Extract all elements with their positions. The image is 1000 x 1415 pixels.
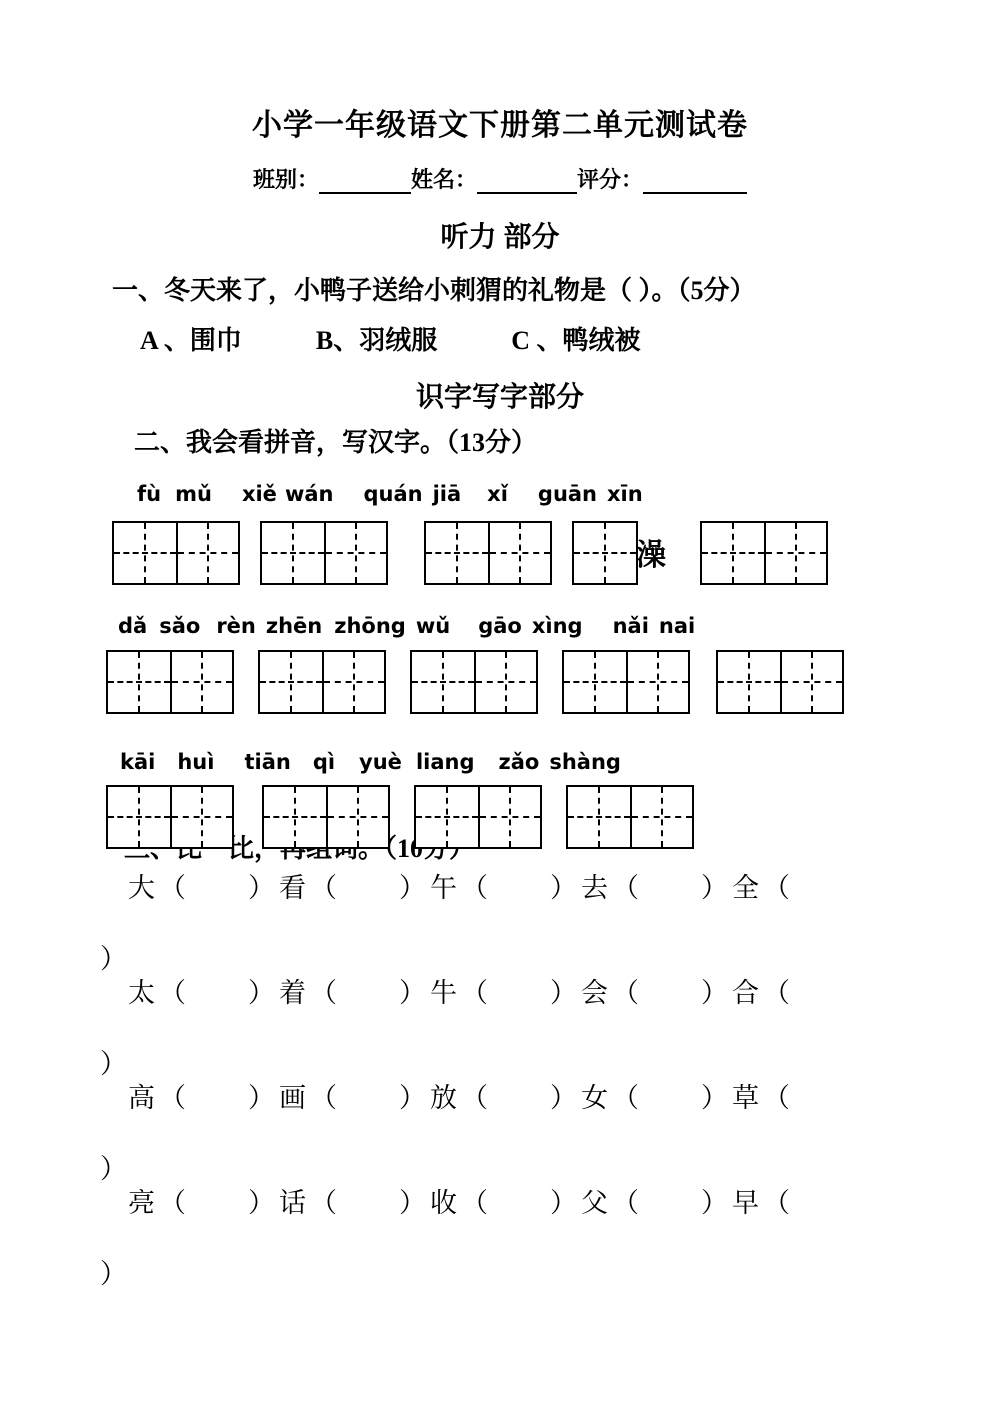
prompt-character: 早 xyxy=(732,1188,759,1218)
pinyin-syllable: zhōng xyxy=(334,614,406,638)
char-answer-pair xyxy=(732,875,852,902)
prompt-character: 话 xyxy=(279,1188,306,1218)
char-answer-pair xyxy=(430,980,577,1007)
char-answer-pair xyxy=(128,1190,275,1217)
paren-open: （ xyxy=(612,1083,639,1113)
prompt-character: 牛 xyxy=(430,978,457,1008)
char-answer-pair xyxy=(430,875,577,902)
paren-close: ） xyxy=(248,873,275,903)
paren-open: （ xyxy=(763,873,790,903)
prompt-character: 太 xyxy=(128,978,155,1008)
writing-grid-box[interactable] xyxy=(716,650,844,714)
writing-grid-box[interactable] xyxy=(112,521,240,585)
paren-open: （ xyxy=(763,1188,790,1218)
prompt-character: 全 xyxy=(732,873,759,903)
writing-grid-cell[interactable] xyxy=(478,787,540,847)
char-answer-pair xyxy=(732,1085,852,1112)
char-answer-pair xyxy=(430,1190,577,1217)
printed-character: 澡 xyxy=(636,538,666,573)
option-b-key: B、 xyxy=(315,326,360,355)
compare-words-row xyxy=(100,1083,968,1184)
paren-close-wrapped: ） xyxy=(100,1154,127,1184)
char-answer-pair xyxy=(732,1190,852,1217)
pinyin-syllable: xìng xyxy=(531,614,583,638)
writing-grid-cell[interactable] xyxy=(324,523,386,583)
paren-close: ） xyxy=(550,978,577,1008)
char-answer-pair xyxy=(128,980,275,1007)
writing-grid-cell[interactable] xyxy=(780,652,842,712)
pinyin-syllable: shàng xyxy=(549,750,621,774)
prompt-character: 午 xyxy=(430,873,457,903)
prompt-character: 父 xyxy=(581,1188,608,1218)
score-label: 评分： xyxy=(577,167,644,192)
pinyin-syllable: tiān xyxy=(244,750,291,774)
writing-grid-cell[interactable] xyxy=(326,787,388,847)
writing-grid-box[interactable] xyxy=(106,785,234,849)
prompt-character: 会 xyxy=(581,978,608,1008)
paren-open: （ xyxy=(159,1083,186,1113)
option-c-key: C 、 xyxy=(511,326,563,355)
prompt-character: 合 xyxy=(732,978,759,1008)
pinyin-syllable: jiā xyxy=(432,482,462,506)
paren-open: （ xyxy=(612,1188,639,1218)
class-blank[interactable] xyxy=(319,192,411,194)
paren-close: ） xyxy=(248,978,275,1008)
pinyin-syllable: gāo xyxy=(478,614,522,638)
prompt-character: 草 xyxy=(732,1083,759,1113)
writing-grid-cell[interactable] xyxy=(170,787,232,847)
paren-close: ） xyxy=(399,873,426,903)
pinyin-syllable: rèn xyxy=(216,614,256,638)
prompt-character: 大 xyxy=(128,873,155,903)
pinyin-syllable: fù xyxy=(137,482,162,506)
paren-close-wrapped: ） xyxy=(100,944,127,974)
pinyin-syllable: guān xyxy=(537,482,598,506)
paren-close: ） xyxy=(399,1083,426,1113)
char-answer-pair xyxy=(279,1085,426,1112)
pinyin-syllable: zǎo xyxy=(498,750,540,774)
writing-grid-box[interactable] xyxy=(566,785,694,849)
pinyin-syllable: xīn xyxy=(607,482,643,506)
pinyin-syllable: huì xyxy=(177,750,215,774)
writing-grid-box[interactable] xyxy=(106,650,234,714)
option-b-text: 羽绒服 xyxy=(359,326,438,355)
paren-open: （ xyxy=(159,978,186,1008)
char-answer-pair xyxy=(732,980,852,1007)
writing-grid-cell[interactable] xyxy=(262,523,324,583)
char-answer-pair xyxy=(581,1085,728,1112)
question-1-options xyxy=(140,320,641,357)
writing-grid-box[interactable] xyxy=(260,521,388,585)
paren-close-wrapped: ） xyxy=(100,1259,127,1289)
writing-grid-cell[interactable] xyxy=(264,787,326,847)
char-answer-pair xyxy=(279,1190,426,1217)
pinyin-syllable: nai xyxy=(658,614,696,638)
prompt-character: 收 xyxy=(430,1188,457,1218)
section-heading-listening: 听力 部分 xyxy=(440,222,560,253)
page-title: 小学一年级语文下册第二单元测试卷 xyxy=(252,109,748,142)
writing-grid-box[interactable] xyxy=(424,521,552,585)
prompt-character: 画 xyxy=(279,1083,306,1113)
pinyin-syllable: zhēn xyxy=(265,614,323,638)
option-c-text: 鸭绒被 xyxy=(562,326,641,355)
pinyin-syllable: kāi xyxy=(120,750,156,774)
writing-grid-box[interactable] xyxy=(562,650,690,714)
compare-words-row xyxy=(100,978,968,1079)
char-answer-pair xyxy=(128,875,275,902)
paren-open: （ xyxy=(310,1188,337,1218)
writing-grid-cell[interactable] xyxy=(322,652,384,712)
paren-close: ） xyxy=(399,1188,426,1218)
paren-open: （ xyxy=(461,978,488,1008)
char-answer-pair xyxy=(430,1085,577,1112)
paren-open: （ xyxy=(159,873,186,903)
paren-open: （ xyxy=(612,978,639,1008)
option-b[interactable] xyxy=(316,320,437,357)
writing-grid-cell[interactable] xyxy=(718,652,780,712)
paren-open: （ xyxy=(461,1188,488,1218)
prompt-character: 着 xyxy=(279,978,306,1008)
writing-grid-cell[interactable] xyxy=(170,652,232,712)
pinyin-row-3 xyxy=(120,750,621,774)
pinyin-syllable: xǐ xyxy=(487,482,508,506)
score-blank[interactable] xyxy=(643,192,747,194)
char-answer-pair xyxy=(279,875,426,902)
paren-open: （ xyxy=(461,873,488,903)
paren-open: （ xyxy=(461,1083,488,1113)
writing-grid-cell[interactable] xyxy=(626,652,688,712)
paren-close: ） xyxy=(550,1188,577,1218)
question-2-stem: 二、我会看拼音，写汉字。（13分） xyxy=(134,428,538,457)
paren-close: ） xyxy=(550,873,577,903)
paren-open: （ xyxy=(612,873,639,903)
option-c[interactable] xyxy=(511,320,640,357)
writing-grid-box[interactable] xyxy=(700,521,828,585)
writing-grid-cell[interactable] xyxy=(630,787,692,847)
compare-words-row xyxy=(100,873,968,974)
pinyin-row-2 xyxy=(118,614,695,638)
writing-grid-cell[interactable] xyxy=(488,523,550,583)
writing-grid-cell[interactable] xyxy=(114,523,176,583)
class-label: 班别： xyxy=(252,167,319,192)
writing-grid-cell[interactable] xyxy=(176,523,238,583)
pinyin-syllable: nǎi xyxy=(612,614,649,638)
pinyin-syllable: wǔ xyxy=(415,614,451,638)
writing-grid-cell[interactable] xyxy=(416,787,478,847)
prompt-character: 女 xyxy=(581,1083,608,1113)
paren-open: （ xyxy=(763,978,790,1008)
paren-open: （ xyxy=(310,1083,337,1113)
pinyin-syllable: sǎo xyxy=(159,614,201,638)
prompt-character: 看 xyxy=(279,873,306,903)
pinyin-row-1 xyxy=(137,482,643,506)
pinyin-syllable: yuè xyxy=(359,750,402,774)
char-answer-pair xyxy=(581,1190,728,1217)
writing-grid-box[interactable] xyxy=(258,650,386,714)
paren-close: ） xyxy=(701,873,728,903)
char-answer-pair xyxy=(581,980,728,1007)
writing-grid-cell[interactable] xyxy=(568,787,630,847)
writing-grid-cell[interactable] xyxy=(574,523,636,583)
option-a[interactable] xyxy=(140,320,242,357)
prompt-character: 高 xyxy=(128,1083,155,1113)
prompt-character: 放 xyxy=(430,1083,457,1113)
writing-grid-cell[interactable] xyxy=(260,652,322,712)
pinyin-syllable: xiě xyxy=(241,482,277,506)
pinyin-syllable: mǔ xyxy=(175,482,212,506)
paren-close: ） xyxy=(701,1083,728,1113)
pinyin-syllable: qì xyxy=(312,750,336,774)
option-a-text: 围巾 xyxy=(189,326,242,355)
paren-close: ） xyxy=(701,978,728,1008)
writing-grid-cell[interactable] xyxy=(412,652,474,712)
writing-grid-box[interactable] xyxy=(414,785,542,849)
name-label: 姓名： xyxy=(410,167,477,192)
paren-open: （ xyxy=(310,978,337,1008)
option-a-key: A 、 xyxy=(140,326,190,355)
pinyin-syllable: quán xyxy=(363,482,423,506)
pinyin-syllable: liang xyxy=(415,750,475,774)
writing-grid-cell[interactable] xyxy=(108,787,170,847)
section-heading-literacy: 识字写字部分 xyxy=(415,382,584,413)
char-answer-pair xyxy=(279,980,426,1007)
paren-close: ） xyxy=(550,1083,577,1113)
writing-grid-box[interactable] xyxy=(572,521,638,585)
prompt-character: 去 xyxy=(581,873,608,903)
question-1-stem: 一、冬天来了，小鸭子送给小刺猬的礼物是（ ）。（5分） xyxy=(112,276,756,305)
writing-grid-cell[interactable] xyxy=(108,652,170,712)
compare-words-row xyxy=(100,1188,968,1289)
char-answer-pair xyxy=(581,875,728,902)
paren-close: ） xyxy=(248,1188,275,1218)
writing-grid-cell[interactable] xyxy=(426,523,488,583)
writing-grid-box[interactable] xyxy=(410,650,538,714)
pinyin-syllable: wán xyxy=(284,482,334,506)
writing-grid-box[interactable] xyxy=(262,785,390,849)
writing-grid-cell[interactable] xyxy=(764,523,826,583)
writing-grid-cell[interactable] xyxy=(702,523,764,583)
student-info-line xyxy=(0,163,1000,194)
paren-close: ） xyxy=(248,1083,275,1113)
paren-close: ） xyxy=(701,1188,728,1218)
writing-grid-cell[interactable] xyxy=(474,652,536,712)
paren-open: （ xyxy=(763,1083,790,1113)
pinyin-syllable: dǎ xyxy=(118,614,148,638)
paren-open: （ xyxy=(310,873,337,903)
writing-grid-cell[interactable] xyxy=(564,652,626,712)
char-answer-pair xyxy=(128,1085,275,1112)
name-blank[interactable] xyxy=(477,192,577,194)
paren-close-wrapped: ） xyxy=(100,1049,127,1079)
prompt-character: 亮 xyxy=(128,1188,155,1218)
paren-close: ） xyxy=(399,978,426,1008)
paren-open: （ xyxy=(159,1188,186,1218)
